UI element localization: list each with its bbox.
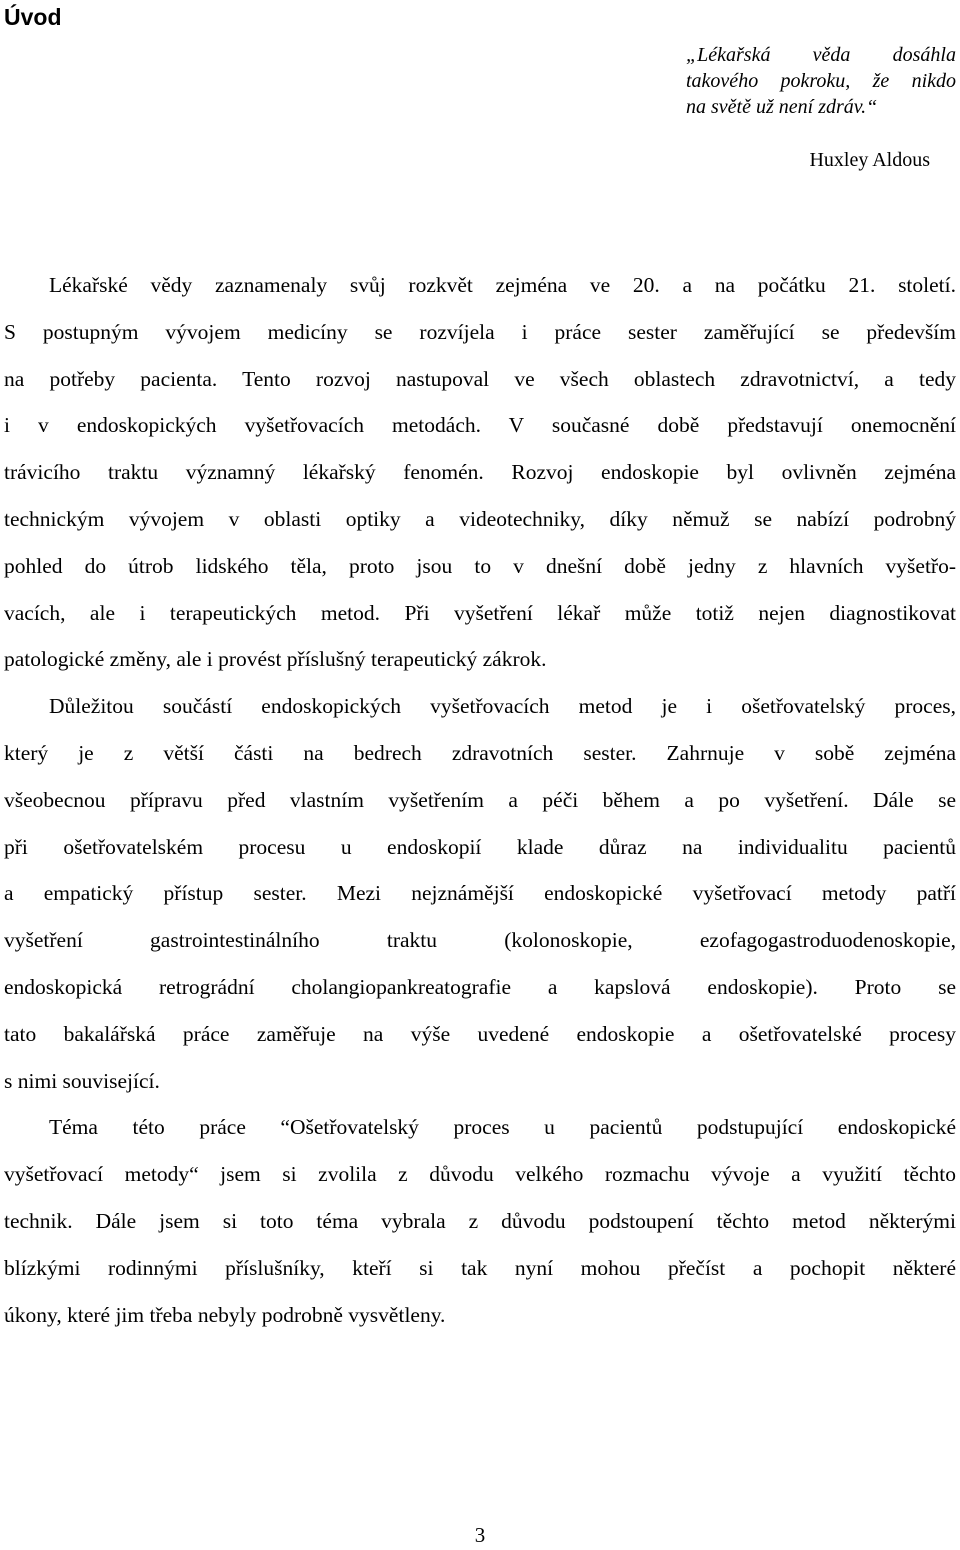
paragraph-line: technik. Dále jsem si toto téma vybrala z důvodu podstoupení těchto metod některými	[4, 1208, 956, 1233]
epigraph-author: Huxley Aldous	[809, 149, 930, 171]
paragraph-line: Lékařské vědy zaznamenaly svůj rozkvět zejména ve 20. a na počátku 21. století.	[49, 273, 956, 297]
paragraph-line: Důležitou součástí endoskopických vyšetřovacích metod je i ošetřovatelský proces,	[49, 694, 956, 719]
epigraph-line: takového pokroku, že nikdo	[686, 70, 956, 92]
page-number: 3	[474, 1523, 486, 1547]
paragraph-line: všeobecnou přípravu před vlastním vyšetřením a péči během a po vyšetření. Dále se	[4, 787, 956, 812]
paragraph-line: vyšetřovací metody“ jsem si zvolila z důvodu velkého rozmachu vývoje a využití těchto	[4, 1162, 956, 1187]
epigraph-quote	[686, 42, 956, 120]
paragraph	[4, 683, 956, 1104]
paragraph	[4, 262, 956, 683]
paragraph-line: patologické změny, ale i provést příslušný terapeutický zákrok.	[4, 647, 547, 672]
paragraph-line: pohled do útrob lidského těla, proto jsou to v dnešní době jedny z hlavních vyšetřo-	[4, 553, 956, 578]
paragraph-line: technickým vývojem v oblasti optiky a videotechniky, díky němuž se nabízí podrobný	[4, 506, 956, 531]
section-heading: Úvod	[4, 4, 62, 30]
paragraph-line: a empatický přístup sester. Mezi nejznámější endoskopické vyšetřovací metody patří	[4, 881, 956, 906]
paragraph-line: úkony, které jim třeba nebyly podrobně vysvětleny.	[4, 1302, 446, 1327]
paragraph-line: blízkými rodinnými příslušníky, kteří si tak nyní mohou přečíst a pochopit některé	[4, 1255, 956, 1280]
paragraph-line: trávicího traktu významný lékařský fenomén. Rozvoj endoskopie byl ovlivněn zejména	[4, 460, 956, 485]
paragraph-line: na potřeby pacienta. Tento rozvoj nastupoval ve všech oblastech zdravotnictví, a tedy	[4, 366, 956, 391]
paragraph	[4, 1104, 956, 1338]
body-text	[4, 262, 956, 1338]
paragraph-line: s nimi související.	[4, 1068, 160, 1093]
paragraph-line: tato bakalářská práce zaměřuje na výše uvedené endoskopie a ošetřovatelské procesy	[4, 1021, 956, 1046]
paragraph-line: S postupným vývojem medicíny se rozvíjela i práce sester zaměřující se především	[4, 319, 956, 344]
paragraph-line: endoskopická retrográdní cholangiopankreatografie a kapslová endoskopie). Proto se	[4, 974, 956, 999]
paragraph-line: vacích, ale i terapeutických metod. Při vyšetření lékař může totiž nejen diagnostikovat	[4, 600, 956, 625]
epigraph-line: „Lékařská věda dosáhla	[686, 44, 956, 66]
paragraph-line: vyšetření gastrointestinálního traktu (kolonoskopie, ezofagogastroduodenoskopie,	[4, 928, 956, 953]
epigraph-line: na světě už není zdráv.“	[686, 96, 878, 118]
paragraph-line: který je z větší části na bedrech zdravotních sester. Zahrnuje v sobě zejména	[4, 740, 956, 765]
paragraph-line: při ošetřovatelském procesu u endoskopií klade důraz na individualitu pacientů	[4, 834, 956, 859]
paragraph-line: i v endoskopických vyšetřovacích metodách. V současné době představují onemocnění	[4, 413, 956, 438]
paragraph-line: Téma této práce “Ošetřovatelský proces u pacientů podstupující endoskopické	[49, 1115, 956, 1140]
